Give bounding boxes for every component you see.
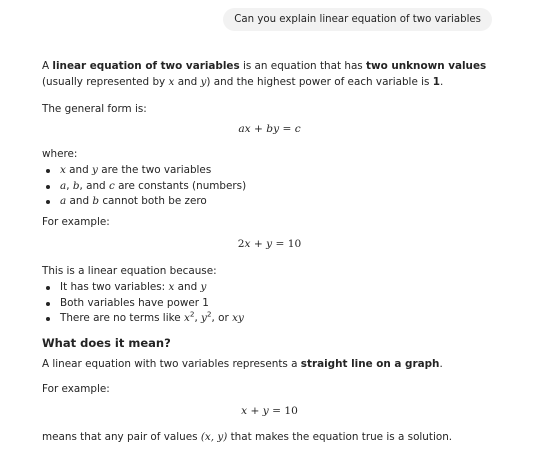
user-message-bubble: Can you explain linear equation of two variables bbox=[223, 8, 492, 31]
intro-paragraph: A linear equation of two variables is an equation that has two unknown values (usually represented by x and y) and the highest power of each variable is 1. bbox=[42, 60, 487, 88]
list-item: a, b, and c are constants (numbers) bbox=[42, 179, 246, 195]
where-label: where: bbox=[42, 148, 78, 160]
list-item: x and y are the two variables bbox=[42, 163, 246, 179]
solution-paragraph: means that any pair of values (x, y) that makes the equation true is a solution. bbox=[42, 431, 453, 443]
list-item: There are no terms like $x^2$, $y^2$, or xy bbox=[42, 311, 244, 327]
general-form-equation: ax + by = c bbox=[238, 123, 301, 135]
where-list bbox=[42, 163, 246, 210]
general-form-label: The general form is: bbox=[42, 103, 147, 115]
example-label: For example: bbox=[42, 383, 110, 395]
because-label: This is a linear equation because: bbox=[42, 265, 217, 277]
example-equation: x + y = 10 bbox=[241, 405, 298, 417]
list-item: Both variables have power 1 bbox=[42, 296, 244, 312]
example-label: For example: bbox=[42, 216, 110, 228]
section-heading: What does it mean? bbox=[42, 336, 171, 350]
list-item: It has two variables: x and y bbox=[42, 280, 244, 296]
because-list bbox=[42, 280, 244, 327]
list-item: a and b cannot both be zero bbox=[42, 194, 246, 210]
example-equation: 2x + y = 10 bbox=[237, 238, 302, 250]
meaning-paragraph: A linear equation with two variables represents a straight line on a graph. bbox=[42, 358, 443, 370]
